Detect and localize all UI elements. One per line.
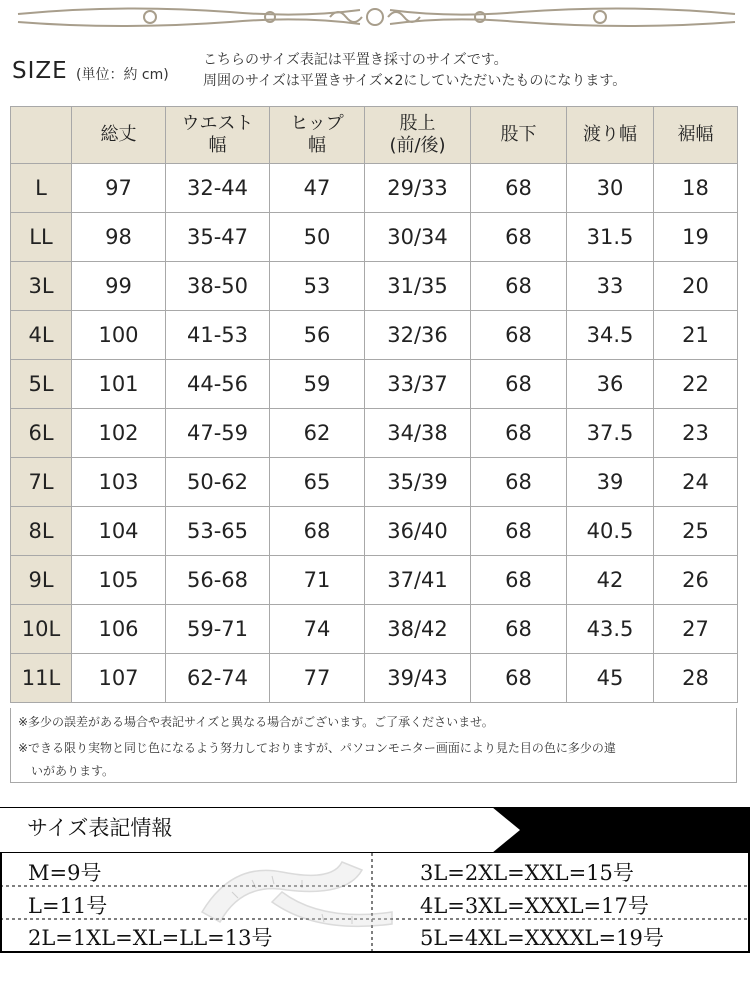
table-row xyxy=(11,360,738,409)
table-row xyxy=(11,507,738,556)
table-cell: 104 xyxy=(72,507,166,556)
row-size-label: 5L xyxy=(11,360,72,409)
table-cell: 71 xyxy=(270,556,365,605)
table-cell: 27 xyxy=(654,605,738,654)
column-header: 股下 xyxy=(471,107,567,164)
table-cell: 59-71 xyxy=(166,605,270,654)
column-header: ヒップ 幅 xyxy=(270,107,365,164)
table-cell: 102 xyxy=(72,409,166,458)
footnote-3: いがあります。 xyxy=(31,764,115,778)
table-cell: 65 xyxy=(270,458,365,507)
table-row xyxy=(11,311,738,360)
row-size-label: 3L xyxy=(11,262,72,311)
table-cell: 35-47 xyxy=(166,213,270,262)
unit-label: (単位：約 cm) xyxy=(76,67,169,83)
table-cell: 68 xyxy=(471,458,567,507)
size-info-left-1: M=9号 xyxy=(28,861,102,885)
note-line-1: こちらのサイズ表記は平置き採寸のサイズです。 xyxy=(203,52,508,68)
table-cell: 33 xyxy=(567,262,654,311)
table-cell: 44-56 xyxy=(166,360,270,409)
table-cell: 62 xyxy=(270,409,365,458)
table-cell: 105 xyxy=(72,556,166,605)
table-cell: 40.5 xyxy=(567,507,654,556)
table-cell: 21 xyxy=(654,311,738,360)
table-cell: 68 xyxy=(471,654,567,703)
table-cell: 53 xyxy=(270,262,365,311)
row-size-label: 8L xyxy=(11,507,72,556)
table-cell: 19 xyxy=(654,213,738,262)
table-cell: 50-62 xyxy=(166,458,270,507)
table-cell: 45 xyxy=(567,654,654,703)
table-cell: 42 xyxy=(567,556,654,605)
size-info-left-2: L=11号 xyxy=(28,894,108,918)
footnote-box xyxy=(10,708,737,783)
column-header: 股上 (前/後) xyxy=(365,107,471,164)
table-cell: 18 xyxy=(654,164,738,213)
row-size-label: 11L xyxy=(11,654,72,703)
table-corner-cell xyxy=(11,107,72,164)
table-cell: 106 xyxy=(72,605,166,654)
table-cell: 77 xyxy=(270,654,365,703)
size-title: SIZE xyxy=(12,58,68,84)
table-cell: 100 xyxy=(72,311,166,360)
table-cell: 39 xyxy=(567,458,654,507)
table-cell: 36/40 xyxy=(365,507,471,556)
table-cell: 23 xyxy=(654,409,738,458)
footnote-2: ※できる限り実物と同じ色になるよう努力しておりますが、パソコンモニター画面により見た目の色に多少の違 xyxy=(18,741,616,755)
row-size-label: L xyxy=(11,164,72,213)
table-cell: 22 xyxy=(654,360,738,409)
table-cell: 30/34 xyxy=(365,213,471,262)
table-cell: 74 xyxy=(270,605,365,654)
row-size-label: 6L xyxy=(11,409,72,458)
size-table-body xyxy=(11,164,738,703)
size-notes xyxy=(203,50,626,92)
table-cell: 68 xyxy=(471,507,567,556)
footnote-1: ※多少の誤差がある場合や表記サイズと異なる場合がございます。ご了承くださいませ。 xyxy=(18,715,494,729)
column-header: 総丈 xyxy=(72,107,166,164)
table-cell: 34/38 xyxy=(365,409,471,458)
table-cell: 37.5 xyxy=(567,409,654,458)
size-info-right-3: 5L=4XL=XXXXL=19号 xyxy=(420,926,664,950)
table-cell: 107 xyxy=(72,654,166,703)
table-cell: 37/41 xyxy=(365,556,471,605)
table-cell: 32/36 xyxy=(365,311,471,360)
table-row xyxy=(11,556,738,605)
table-cell: 97 xyxy=(72,164,166,213)
table-cell: 68 xyxy=(471,360,567,409)
table-cell: 31/35 xyxy=(365,262,471,311)
note-line-2: 周囲のサイズは平置きサイズ×2にしていただいたものになります。 xyxy=(203,73,627,89)
table-cell: 39/43 xyxy=(365,654,471,703)
table-cell: 59 xyxy=(270,360,365,409)
size-info-right-1: 3L=2XL=XXL=15号 xyxy=(420,861,634,885)
size-info-left-3: 2L=1XL=XL=LL=13号 xyxy=(28,926,273,950)
table-cell: 50 xyxy=(270,213,365,262)
table-cell: 101 xyxy=(72,360,166,409)
table-cell: 29/33 xyxy=(365,164,471,213)
size-info-title: サイズ表記情報 xyxy=(27,816,173,840)
table-cell: 99 xyxy=(72,262,166,311)
table-cell: 68 xyxy=(471,311,567,360)
row-size-label: LL xyxy=(11,213,72,262)
table-cell: 32-44 xyxy=(166,164,270,213)
table-cell: 20 xyxy=(654,262,738,311)
table-cell: 68 xyxy=(471,213,567,262)
row-size-label: 7L xyxy=(11,458,72,507)
table-cell: 56-68 xyxy=(166,556,270,605)
size-table xyxy=(10,106,738,703)
table-cell: 68 xyxy=(270,507,365,556)
table-cell: 68 xyxy=(471,556,567,605)
measuring-tape-image xyxy=(192,852,402,932)
row-size-label: 4L xyxy=(11,311,72,360)
table-cell: 41-53 xyxy=(166,311,270,360)
table-cell: 33/37 xyxy=(365,360,471,409)
table-cell: 35/39 xyxy=(365,458,471,507)
table-cell: 68 xyxy=(471,262,567,311)
ornament-divider xyxy=(0,0,750,40)
table-cell: 38/42 xyxy=(365,605,471,654)
column-header: ウエスト 幅 xyxy=(166,107,270,164)
table-cell: 26 xyxy=(654,556,738,605)
table-header-row xyxy=(11,107,738,164)
table-cell: 62-74 xyxy=(166,654,270,703)
table-row xyxy=(11,605,738,654)
table-cell: 43.5 xyxy=(567,605,654,654)
table-cell: 28 xyxy=(654,654,738,703)
table-cell: 25 xyxy=(654,507,738,556)
table-cell: 53-65 xyxy=(166,507,270,556)
table-cell: 31.5 xyxy=(567,213,654,262)
table-row xyxy=(11,654,738,703)
size-header xyxy=(12,52,742,96)
column-header: 裾幅 xyxy=(654,107,738,164)
row-size-label: 9L xyxy=(11,556,72,605)
table-cell: 98 xyxy=(72,213,166,262)
table-row xyxy=(11,458,738,507)
table-cell: 56 xyxy=(270,311,365,360)
table-cell: 47-59 xyxy=(166,409,270,458)
table-cell: 68 xyxy=(471,164,567,213)
row-size-label: 10L xyxy=(11,605,72,654)
size-info-right-2: 4L=3XL=XXXL=17号 xyxy=(420,894,649,918)
table-cell: 30 xyxy=(567,164,654,213)
table-cell: 34.5 xyxy=(567,311,654,360)
table-cell: 38-50 xyxy=(166,262,270,311)
table-cell: 68 xyxy=(471,605,567,654)
table-cell: 47 xyxy=(270,164,365,213)
table-row xyxy=(11,213,738,262)
table-cell: 24 xyxy=(654,458,738,507)
table-cell: 103 xyxy=(72,458,166,507)
table-cell: 68 xyxy=(471,409,567,458)
table-row xyxy=(11,262,738,311)
column-header: 渡り幅 xyxy=(567,107,654,164)
table-row xyxy=(11,409,738,458)
table-row xyxy=(11,164,738,213)
table-cell: 36 xyxy=(567,360,654,409)
